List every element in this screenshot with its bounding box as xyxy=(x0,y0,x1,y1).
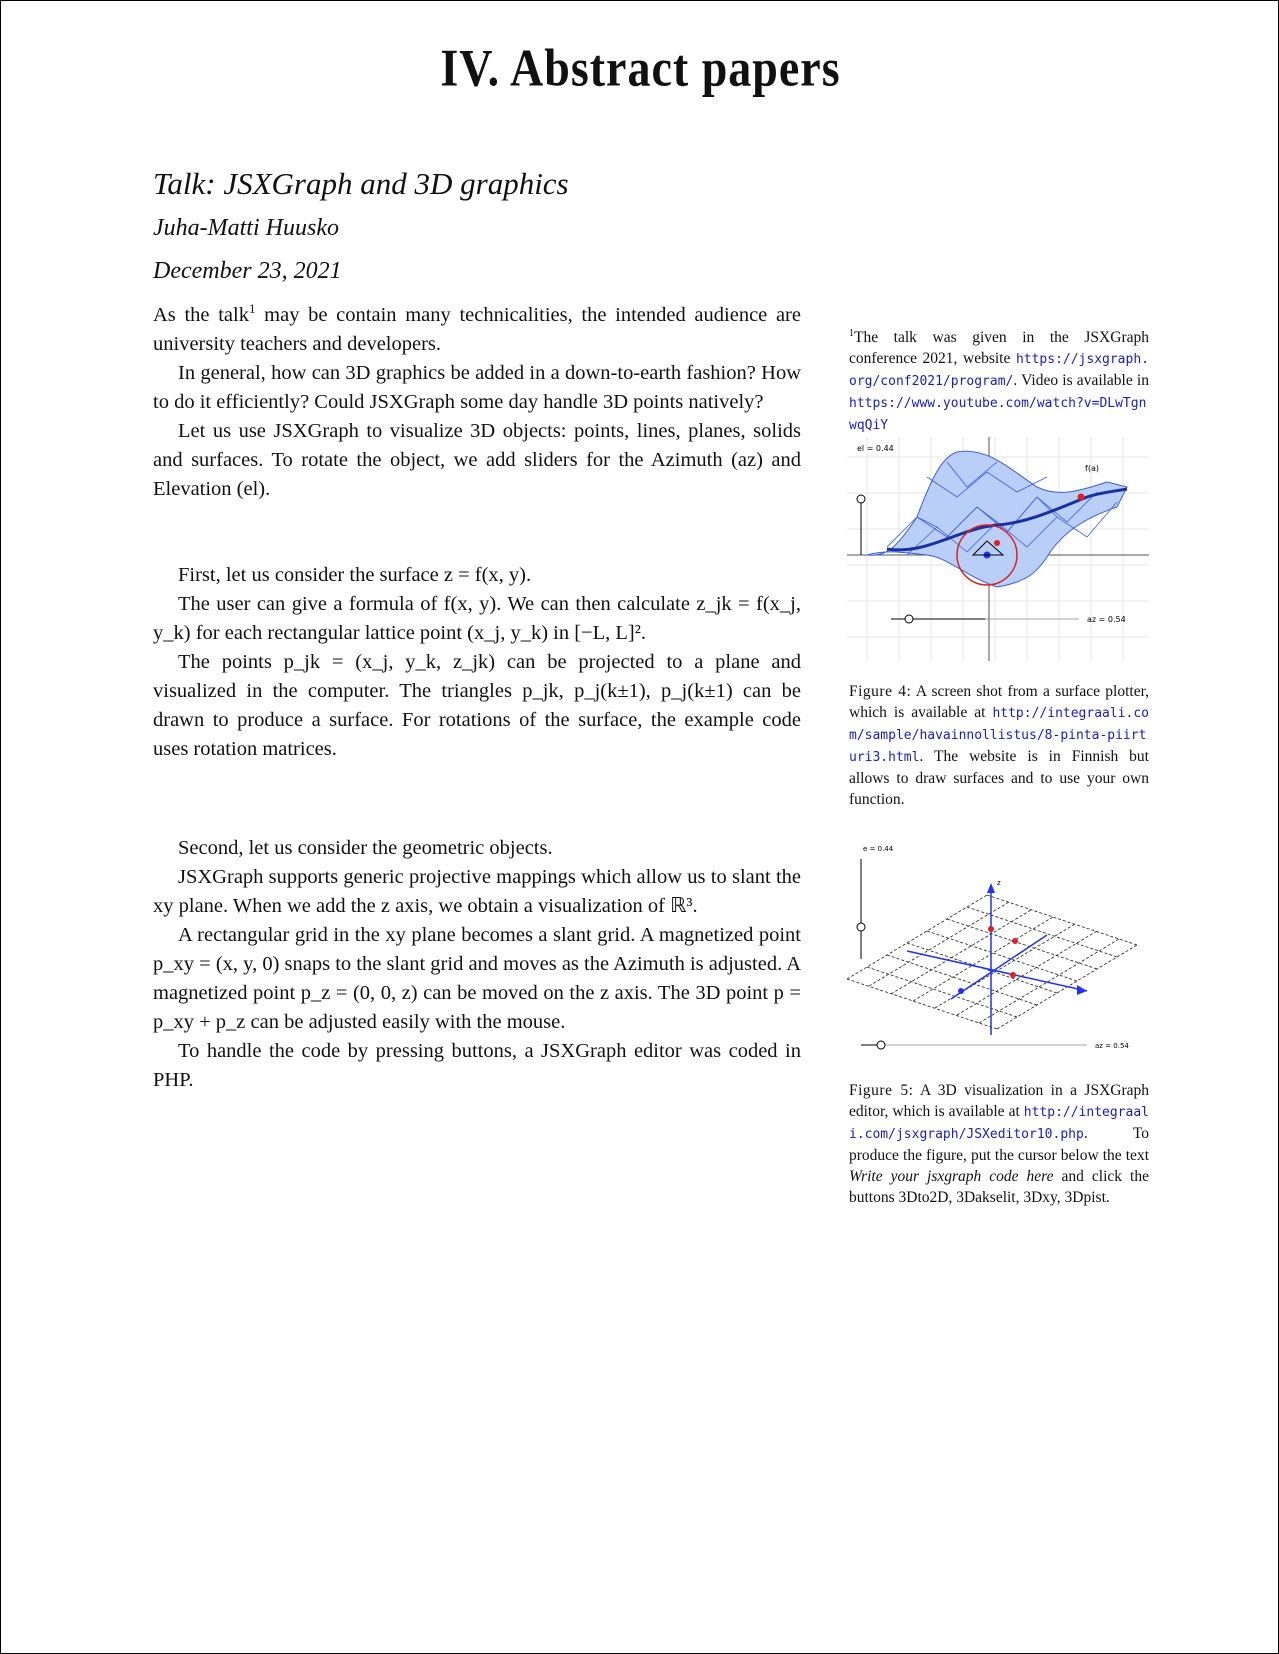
point-f[interactable] xyxy=(1078,494,1085,501)
el-slider-knob[interactable] xyxy=(857,495,865,503)
paragraph-4: First, let us consider the surface z = f(x, y). xyxy=(178,564,532,586)
paragraph-5: The user can give a formula of f(x, y). We can then calculate z_jk = f(x_j, y_k) for each rectangular lattice point (x_j, y_k) in [−L, L]². xyxy=(153,593,801,644)
az-slider-knob[interactable] xyxy=(905,615,913,623)
paragraph-6: The points p_jk = (x_j, y_k, z_jk) can be projected to a plane and visualized in the computer. The triangles p_jk, p_j(k±1), p_j(k±1) can be drawn to produce a surface. For rotations of the surface, the example code uses rotation matrices. xyxy=(153,651,801,760)
paragraph-3: Let us use JSXGraph to visualize 3D objects: points, lines, planes, solids and surfaces. To rotate the object, we add sliders for the Azimuth (az) and Elevation (el). xyxy=(153,420,801,500)
chapter-title: IV. Abstract papers xyxy=(440,38,841,97)
body-block-intro xyxy=(153,301,801,504)
figure-4-link[interactable]: http://integraali.com/sample/havainnollistus/8-pinta-piirturi3.html xyxy=(849,706,1149,765)
paragraph-8: JSXGraph supports generic projective mappings which allow us to slant the xy plane. When we add the z axis, we obtain a visualization of ℝ³. xyxy=(153,866,801,917)
az-slider-knob-2[interactable] xyxy=(877,1041,885,1049)
paragraph-1: As the talk$^1$ may be contain many technicalities, the intended audience are university teachers and developers. xyxy=(153,301,801,355)
az-slider-label: az = 0.54 xyxy=(1087,615,1126,624)
surface-plot xyxy=(847,437,1149,661)
talk-author: Juha-Matti Huusko xyxy=(153,215,339,241)
figure-4-image xyxy=(847,437,1149,661)
footnote-link-program[interactable]: https://jsxgraph.org/conf2021/program/ xyxy=(849,352,1149,390)
talk-title: Talk: JSXGraph and 3D graphics xyxy=(153,166,569,201)
paragraph-7: Second, let us consider the geometric objects. xyxy=(178,837,553,859)
paragraph-10: To handle the code by pressing buttons, a JSXGraph editor was coded in PHP. xyxy=(153,1040,801,1091)
e-slider-label: e = 0.44 xyxy=(863,845,894,853)
el-slider-label: el = 0.44 xyxy=(857,444,894,453)
footnote: $^1$The talk was given in the JSXGraph conference 2021, website https://jsxgraph.org/conf2021/program/. Video is available in https://www.youtube.com/watch?v=DLwTgnwqQiY xyxy=(849,328,1149,434)
func-label: f(a) xyxy=(1085,464,1099,473)
az-slider-label-2: az = 0.54 xyxy=(1095,1042,1129,1050)
figure-5-link[interactable]: http://integraali.com/jsxgraph/JSXeditor10.php xyxy=(849,1105,1149,1142)
talk-date: December 23, 2021 xyxy=(153,258,342,284)
footnote-ref[interactable]: 1 xyxy=(248,301,256,317)
figure-4-caption: Figure 4: A screen shot from a surface plotter, which is available at http://integraali.com/sample/havainnollistus/8-pinta-piirturi3.html. The website is in Finnish but allows to draw surfaces and to use your own function. xyxy=(849,683,1150,808)
paragraph-9: A rectangular grid in the xy plane becomes a slant grid. A magnetized point p_xy = (x, y, 0) snaps to the slant grid and moves as the Azimuth is adjusted. A magnetized point p_z = (0, 0, z) can be moved on the z axis. The 3D point p = p_xy + p_z can be adjusted easily with the mouse. xyxy=(153,924,801,1033)
z-axis-label: z xyxy=(997,879,1001,887)
figure-5-caption: Figure 5: A 3D visualization in a JSXGraph editor, which is available at http://integraali.com/jsxgraph/JSXeditor10.php. To produce the figure, put the cursor below the text Write your jsxgraph code here and click the buttons 3Dto2D, 3Dakselit, 3Dxy, 3Dpist. xyxy=(849,1082,1149,1206)
grid-3d-plot xyxy=(847,839,1149,1063)
footnote-link-video[interactable]: https://www.youtube.com/watch?v=DLwTgnwqQiY xyxy=(849,396,1147,434)
figure-5-image xyxy=(847,839,1149,1063)
e-slider-knob[interactable] xyxy=(857,923,865,931)
body-block-geometric xyxy=(153,834,801,1095)
paragraph-2: In general, how can 3D graphics be added in a down-to-earth fashion? How to do it efficiently? Could JSXGraph some day handle 3D points natively? xyxy=(153,362,801,413)
body-block-surface xyxy=(153,561,801,764)
